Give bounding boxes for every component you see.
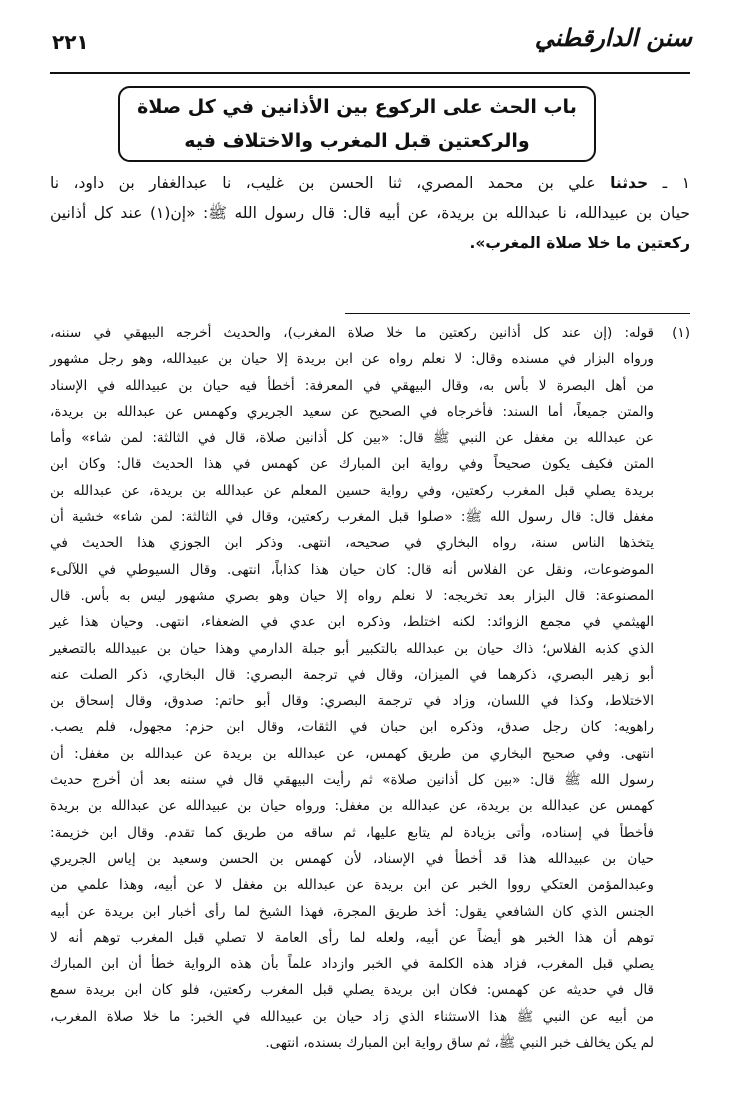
hadith-number: ١ ـ bbox=[662, 174, 691, 192]
header-divider bbox=[50, 72, 690, 74]
footnote-line: حيان بن عبيدالله هذا قد أخطأ في الإسناد، لأن كهمس بن الحسن وسعيد بن إياس الجريري bbox=[50, 850, 654, 867]
footnote-number: (١) bbox=[672, 325, 690, 341]
running-title: سنن الدارقطني bbox=[534, 24, 692, 52]
footnote-line: انتهى. وفي صحيح البخاري من طريق كهمس، عن عبدالله بن بريدة عن عبدالله بن مغفل: أن bbox=[50, 745, 654, 762]
footnote-line: الذي كذبه الفلاس؛ ذاك حيان بن عبدالله بالتكبير أبو جبلة الدارمي وهذا حيان بن عبيدالله بالتصغير bbox=[50, 640, 654, 657]
footnote-line: المتن فكيف يكون صحيحاً وفي رواية ابن المبارك عن كهمس في هذا الحديث قال: وكان ابن bbox=[50, 456, 654, 473]
chapter-title-line-1: باب الحث على الركوع بين الأذانين في كل صلاة bbox=[137, 96, 577, 118]
footnote bbox=[50, 320, 690, 1056]
footnote-line: الاختلاط، وكذا في اللسان، وزاد في ترجمة البصري: وقال أبو حاتم: صدوق، وقال إسحاق بن bbox=[50, 693, 654, 710]
footnote-line: بريدة يصلي قبل المغرب ركعتين، وفي رواية حسين المعلم عن عبدالله بن بريدة، عن عبدالله بن bbox=[50, 482, 654, 499]
footnote-line: لم يكن يخالف خبر النبي ﷺ، ثم ساق رواية ابن المبارك بسنده، انتهى. bbox=[265, 1035, 654, 1052]
footnote-line: وعبدالمؤمن العتكي رووا الخبر عن ابن بريدة عن عبدالله بن مغفل لا عن أبيه، وهذا علمي من bbox=[50, 877, 654, 894]
footnote-line: ورواه البزار في مسنده وقال: لا نعلم رواه عن ابن بريدة إلا حيان بن عبيدالله، وهو رجل مشهور bbox=[50, 351, 654, 368]
footnote-line: الجنس الذي كان الشافعي يقول: أخذ طريق المجرة، فهذا الشيخ لما رأى أخبار ابن بريدة عن أبيه bbox=[50, 903, 654, 920]
chapter-title-line-2: والركعتين قبل المغرب والاختلاف فيه bbox=[184, 130, 530, 152]
footnote-line: كهمس عن عبدالله بن بريدة، عن عبدالله بن مغفل: ورواه حيان بن عبيدالله عن عبدالله بن بريدة bbox=[50, 798, 654, 815]
footnote-body bbox=[50, 320, 654, 1056]
page-number: ٢٢١ bbox=[52, 30, 89, 54]
hadith-line-1-text: علي بن محمد المصري، ثنا الحسن بن غليب، نا عبدالغفار بن داود، نا bbox=[50, 174, 596, 192]
footnote-line: الهيثمي في مجمع الزوائد: لكنه اختلط، وذكره ابن عدي في الضعفاء، انتهى. وحيان هذا غير bbox=[50, 614, 654, 631]
footnote-line: رسول الله ﷺ قال: «بين كل أذانين صلاة» ثم رأيت البيهقي قال في سننه بعد أن أخرج حديث bbox=[50, 772, 654, 789]
footnote-line: قوله: (إن عند كل أذانين ركعتين ما خلا صلاة المغرب)، والحديث أخرجه البيهقي في سننه، bbox=[50, 325, 654, 341]
footnote-line: المصنوعة: قال البزار بعد تخريجه: لا نعلم رواه إلا حيان وهو بصري مشهور ليس به بأس. قال bbox=[50, 587, 654, 604]
footnote-line: يتخذها الناس سنة، رواه البخاري في صحيحه، انتهى. وذكر ابن الجوزي هذا الحديث في bbox=[50, 535, 654, 552]
footnote-line: فأخطأ في إسناده، وأتى بزيادة لم يتابع عليها، ثم ساقه من طريق كما تقدم. وقال ابن خزيمة: bbox=[50, 824, 654, 841]
footnote-line: من أهل البصرة لا بأس به، وقال البيهقي في المعرفة: أخطأ فيه حيان بن عبيدالله في الإسناد bbox=[50, 377, 654, 394]
hadith-line-2: حيان بن عبيدالله، نا عبدالله بن بريدة، عن أبيه قال: قال رسول الله ﷺ: «إن(١) عند كل أذانين bbox=[50, 204, 690, 222]
footnote-line: توهم أن هذا الخبر هو أيضاً عن أبيه، ولعله لما رأى العامة لا تصلي قبل المغرب توهم أنه لا bbox=[50, 929, 654, 946]
footnote-line: والمتن جميعاً، أما السند: فأخرجاه في الصحيح عن سعيد الجريري وكهمس عن عبدالله بن بريدة، bbox=[50, 403, 654, 420]
footnote-line: مغفل قال: قال رسول الله ﷺ: «صلوا قبل المغرب ركعتين، وقال في الثالثة: لمن شاء» خشية أن bbox=[50, 509, 654, 526]
footnote-line: أبو زهير البصري، ذكرهما في الميزان، وقال في ترجمة البصري: قال البخاري، ذكر الصلت عنه bbox=[50, 666, 654, 683]
footnote-line: يصلي قبل المغرب، فزاد هذه الكلمة في الخبر وازداد علماً بأن هذه الرواية خطأ أن ابن المبارك bbox=[50, 956, 654, 973]
hadith-line-1 bbox=[50, 168, 690, 198]
footnote-line: قال في حديثه عن كهمس: فكان ابن بريدة يصلي قبل المغرب ركعتين، فلو كان ابن بريدة سمع bbox=[50, 982, 654, 999]
footnote-line: من أبيه عن النبي ﷺ هذا الاستثناء الذي زاد حيان بن عبيدالله في الخبر: ما خلا صلاة المغرب، bbox=[50, 1008, 654, 1025]
hadith-line-3: ركعتين ما خلا صلاة المغرب». bbox=[469, 234, 690, 252]
hadith-text bbox=[50, 168, 690, 258]
footnote-divider bbox=[345, 313, 690, 314]
footnote-line: الموضوعات، ونقل عن الفلاس أنه قال: كان حيان هذا كذاباً، انتهى. وقال السيوطي في اللآلىء bbox=[50, 561, 654, 578]
footnote-line: عن عبدالله بن مغفل عن النبي ﷺ قال: «بين كل أذانين صلاة، قال في الثالثة: لمن شاء» وأما bbox=[50, 430, 654, 447]
chapter-title-box bbox=[118, 86, 596, 162]
footnote-line: راهويه: كان رجل صدق، وذكره ابن حبان في الثقات، وقال ابن حزم: مجهول، فلم يصب. bbox=[50, 719, 654, 736]
hadith-opening: حدثنا bbox=[610, 174, 649, 192]
